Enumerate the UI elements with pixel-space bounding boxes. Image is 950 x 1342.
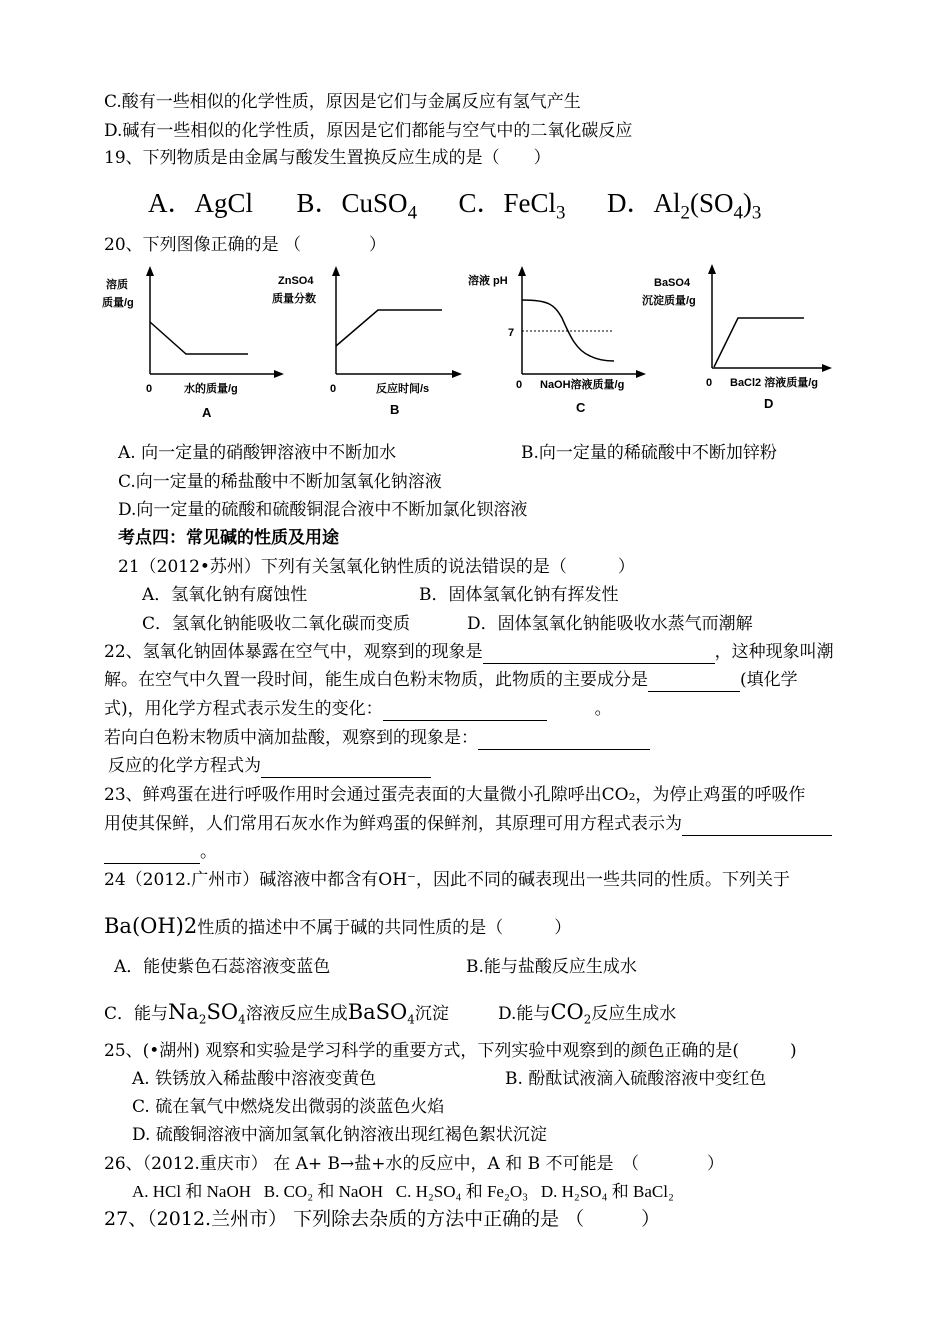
q22-line-4: 若向白色粉末物质中滴加盐酸，观察到的现象是： (104, 726, 650, 750)
q25-stem: 25、(•湖州) 观察和实验是学习科学的重要方式，下列实验中观察到的颜色正确的是( ) (104, 1041, 797, 1061)
q22-blank-5[interactable] (261, 757, 431, 778)
section-heading: 考点四：常见碱的性质及用途 (118, 528, 339, 548)
graph-c-origin: 0 (516, 379, 523, 391)
q18-option-d: D.碱有一些相似的化学性质，原因是它们都能与空气中的二氧化碳反应 (104, 121, 633, 141)
q26-option-c: C. H₂SO₄ 和 Fe₂O₃ (395, 1182, 529, 1201)
q26-options (132, 1180, 674, 1204)
q22-line-1: 22、氢氧化钠固体暴露在空气中，观察到的现象是 ，这种现象叫潮 (104, 642, 834, 662)
q19-stem: 19、下列物质是由金属与酸发生置换反应生成的是（ ） (104, 148, 551, 168)
graph-b (268, 262, 468, 427)
q24-option-c: C．能与$Na_2SO_4$溶液反应生成BaSO$_4$沉淀 (104, 1000, 449, 1027)
q19-option-a: A．AgCl (148, 188, 254, 218)
q18-option-c: C.酸有一些相似的化学性质，原因是它们与金属反应有氢气产生 (104, 92, 581, 112)
graph-b-tag: B (390, 402, 400, 417)
q26-option-a: A. HCl 和 NaOH (132, 1182, 251, 1201)
q22-line-3: 式)，用化学方程式表示发生的变化： 。 (104, 699, 612, 719)
q25-option-b: B. 酚酞试液滴入硫酸溶液中变红色 (505, 1069, 767, 1089)
graph-a-tag: A (202, 405, 212, 420)
graph-c (466, 262, 666, 427)
q25-option-a: A. 铁锈放入稀盐酸中溶液变黄色 (132, 1069, 377, 1089)
graph-b-origin: 0 (330, 383, 337, 395)
q26-option-b: B. CO₂ 和 NaOH (263, 1182, 384, 1201)
q22-blank-1[interactable] (483, 643, 715, 664)
q23-line-2: 用使其保鲜，人们常用石灰水作为鲜鸡蛋的保鲜剂，其原理可用方程式表示为 (104, 812, 832, 836)
graph-a-xlabel: 水的质量/g (184, 383, 238, 395)
graph-a (100, 262, 285, 427)
q20-option-c: C.向一定量的稀盐酸中不断加氢氧化钠溶液 (118, 472, 442, 492)
q22-blank-2[interactable] (648, 671, 740, 692)
q25-option-c: C. 硫在氧气中燃烧发出微弱的淡蓝色火焰 (132, 1097, 445, 1117)
q24-option-d: D.能与$CO_2$反应生成水 (498, 1000, 677, 1027)
q21-option-b: B．固体氢氧化钠有挥发性 (419, 585, 619, 605)
q22-line-2: 解。在空气中久置一段时间，能生成白色粉末物质，此物质的主要成分是 (填化学 (104, 670, 798, 690)
q24-line-1: 24（2012.广州市）碱溶液中都含有OH⁻，因此不同的碱表现出一些共同的性质。下列关于 (104, 870, 791, 890)
q24-line-2: Ba(OH)2性质的描述中不属于碱的共同性质的是（ ） (104, 914, 572, 938)
graph-b-ylabel-1: ZnSO4 (278, 275, 314, 287)
graph-d-origin: 0 (706, 377, 713, 389)
q22-line-5: 反应的化学方程式为 (108, 754, 431, 778)
q25-option-d: D. 硫酸铜溶液中滴加氢氧化钠溶液出现红褐色絮状沉淀 (132, 1125, 547, 1145)
graph-d-ylabel-1: BaSO4 (654, 277, 691, 289)
graph-d (638, 262, 838, 427)
q20-option-b: B.向一定量的稀硫酸中不断加锌粉 (521, 443, 777, 463)
q19-option-c: C．FeCl$_3$ (458, 188, 566, 224)
q23-blank-2[interactable] (104, 843, 200, 864)
q22-blank-3[interactable] (383, 700, 547, 721)
q26-option-d: D. H₂SO₄ 和 BaCl₂ (540, 1182, 674, 1201)
graph-d-xlabel: BaCl2 溶液质量/g (730, 377, 819, 389)
q23-line-3: 。 (104, 840, 217, 864)
q19-option-d: D．$Al_2(SO_4)_3$ (607, 188, 762, 224)
graph-c-xlabel: NaOH溶液质量/g (540, 379, 625, 391)
q20-option-d: D.向一定量的硫酸和硫酸铜混合液中不断加氯化钡溶液 (118, 500, 528, 520)
graph-a-origin: 0 (146, 383, 153, 395)
q21-option-d: D．固体氢氧化钠能吸收水蒸气而潮解 (467, 614, 753, 634)
q26-stem: 26、（2012.重庆市） 在 A+ B→盐+水的反应中，A 和 B 不可能是 （ ） (104, 1154, 724, 1174)
q20-stem: 20、下列图像正确的是 （ ） (104, 235, 387, 255)
q22-blank-4[interactable] (478, 729, 650, 750)
q23-blank-1[interactable] (682, 815, 832, 836)
graph-b-ylabel-2: 质量分数 (272, 293, 316, 305)
graph-d-ylabel-2: 沉淀质量/g (642, 295, 696, 307)
q23-line-1: 23、鲜鸡蛋在进行呼吸作用时会通过蛋壳表面的大量微小孔隙呼出CO₂，为停止鸡蛋的呼吸作 (104, 785, 806, 805)
graph-c-tag: C (576, 400, 586, 415)
graph-d-tag: D (764, 396, 774, 411)
q27-stem: 27、（2012.兰州市） 下列除去杂质的方法中正确的是 （ ） (104, 1208, 661, 1230)
graph-b-xlabel: 反应时间/s (376, 383, 430, 395)
q21-option-c: C．氢氧化钠能吸收二氧化碳而变质 (142, 614, 411, 634)
q24-option-a: A．能使紫色石蕊溶液变蓝色 (114, 957, 331, 977)
graph-a-ylabel-2: 质量/g (102, 297, 134, 309)
graph-a-ylabel-1: 溶质 (106, 279, 128, 291)
q20-option-a: A. 向一定量的硝酸钾溶液中不断加水 (118, 443, 397, 463)
q21-option-a: A．氢氧化钠有腐蚀性 (142, 585, 308, 605)
q21-stem: 21（2012•苏州）下列有关氢氧化钠性质的说法错误的是（ ） (118, 557, 635, 577)
q19-options (148, 186, 761, 230)
graph-c-tick-7: 7 (508, 327, 515, 339)
q19-option-b: B．CuSO$_4$ (296, 188, 418, 224)
graph-c-ylabel: 溶液 pH (468, 275, 508, 287)
q24-option-b: B.能与盐酸反应生成水 (466, 957, 637, 977)
